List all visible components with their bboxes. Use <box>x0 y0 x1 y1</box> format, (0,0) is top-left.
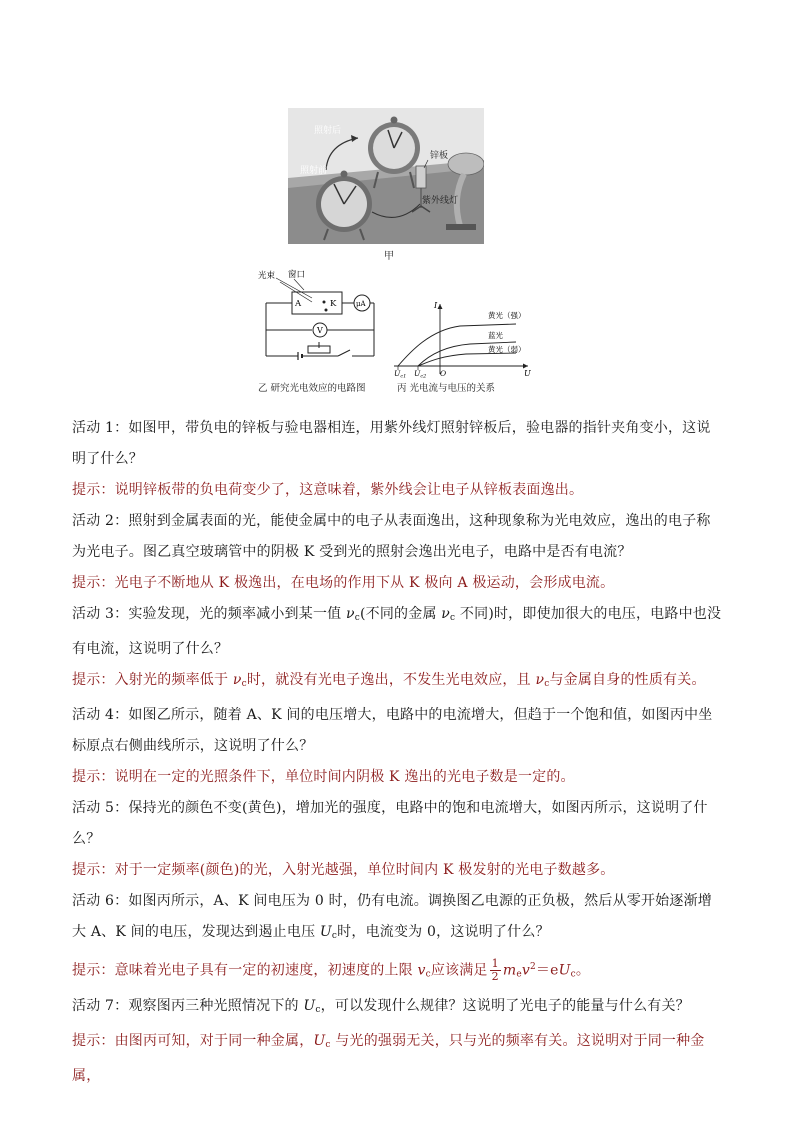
activity-1: 活动 1：如图甲，带负电的锌板与验电器相连，用紫外线灯照射锌板后，验电器的指针夹角变小，这说明了什么？ <box>72 420 711 467</box>
current-voltage-graph <box>390 300 532 378</box>
label-after: 照射后 <box>314 126 342 136</box>
label-V: V <box>317 326 323 335</box>
uc1-label: $U_{c1}$ <box>394 369 407 378</box>
hint-4: 提示：说明在一定的光照条件下，单位时间内阴极 K 逸出的光电子数是一定的。 <box>72 769 575 785</box>
activity-text-body <box>72 413 724 1092</box>
figure-a-caption: 甲 <box>384 251 394 262</box>
origin-label: O <box>440 369 447 378</box>
activity-6: 活动 6：如图丙所示，A、K 间电压为 0 时，仍有电流。调换图乙电源的正负极，然后从零开始逐渐增大 A、K 间的电压，发现达到遏止电压 $U_c$时，电流变为 0，这说明了什么？ <box>72 893 712 941</box>
circuit-diagram-figure <box>258 268 380 376</box>
label-window: 窗口 <box>288 270 306 280</box>
label-zinc: 锌板 <box>430 151 449 161</box>
label-before: 照射前 <box>300 166 328 176</box>
uc2-label: $U_{c2}$ <box>414 369 427 378</box>
figure-b-caption: 乙 研究光电效应的电路图 <box>258 383 366 394</box>
hint-1: 提示：说明锌板带的负电荷变少了，这意味着，紫外线会让电子从锌板表面逸出。 <box>72 482 584 498</box>
label-microammeter: μA <box>356 300 366 308</box>
label-uv-lamp: 紫外线灯 <box>422 196 459 206</box>
activity-3: 活动 3：实验发现，光的频率减小到某一值 $\nu_c$(不同的金属 $\nu_c$ 不同)时，即使加很大的电压，电路中也没有电流，这说明了什么？ <box>72 606 722 657</box>
curve-label-blue: 蓝光 <box>488 331 503 340</box>
hint-2: 提示：光电子不断地从 K 极逸出，在电场的作用下从 K 极向 A 极运动，会形成电流。 <box>72 575 615 591</box>
curve-label-weak: 黄光（弱） <box>488 345 526 354</box>
axis-label-I: I <box>434 301 438 310</box>
axis-label-U: U <box>524 369 531 378</box>
figure-c-caption: 丙 光电流与电压的关系 <box>397 383 496 394</box>
fraction-one-half: $\frac{1}{2}$ <box>491 957 499 984</box>
label-beam: 光束 <box>258 271 276 281</box>
activity-2: 活动 2：照射到金属表面的光，能使金属中的电子从表面逸出，这种现象称为光电效应，逸出的电子称为光电子。图乙真空玻璃管中的阴极 K 受到光的照射会逸出光电子，电路中是否有电流？ <box>72 513 711 560</box>
label-K: K <box>330 299 337 309</box>
activity-7: 活动 7：观察图丙三种光照情况下的 $U_c$，可以发现什么规律？这说明了光电子的能量与什么有关？ <box>72 997 690 1015</box>
hint-6: 提示：意味着光电子具有一定的初速度，初速度的上限 $v_c$应该满足 $\frac{1}{2}$ $m_ev^2=eU_c$。 <box>72 957 591 984</box>
hint-5: 提示：对于一定频率(颜色)的光，入射光越强，单位时间内 K 极发射的光电子数越多。 <box>72 862 615 878</box>
curve-label-strong: 黄光（强） <box>488 311 526 320</box>
hint-3: 提示：入射光的频率低于 $\nu_c$时，就没有光电子逸出，不发生光电效应，且 $\nu_c$与金属自身的性质有关。 <box>72 672 706 689</box>
activity-4: 活动 4：如图乙所示，随着 A、K 间的电压增大，电路中的电流增大，但趋于一个饱和值，如图丙中坐标原点右侧曲线所示，这说明了什么？ <box>72 707 713 754</box>
activity-5: 活动 5：保持光的颜色不变(黄色)，增加光的强度，电路中的饱和电流增大，如图丙所示，这说明了什么？ <box>72 800 708 847</box>
label-A: A <box>295 299 302 309</box>
electroscope-photo-figure <box>288 108 484 244</box>
hint-7: 提示：由图丙可知，对于同一种金属，$U_c$ 与光的强弱无关，只与光的频率有关。这说明对于同一种金属， <box>72 1032 705 1084</box>
